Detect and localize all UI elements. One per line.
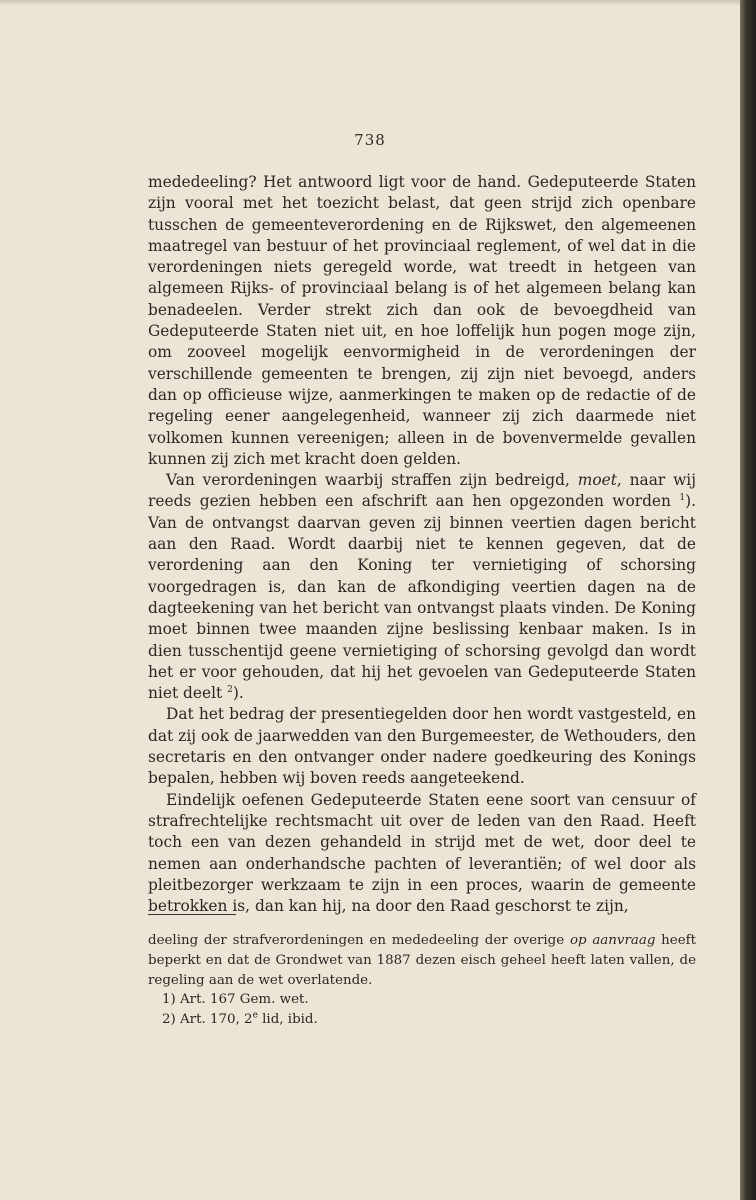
paragraph-2-text: Van verordeningen waarbij straffen zijn bedreigd,: [166, 471, 578, 490]
emphasis-op-aanvraag: op aanvraag: [569, 933, 656, 948]
ordinal-superscript: e: [252, 1010, 258, 1021]
paragraph-2-text: ).: [232, 684, 244, 703]
footnote-2-text: lid, ibid.: [257, 1012, 318, 1028]
paragraph-3: Dat het bedrag der presentiegelden door hen wordt vastgesteld, en dat zij ook de jaarwedden van den Burgemeester, de Wethouders, den secretaris en den ontvanger onder nadere goedkeuring des Konings bepalen, hebben wij boven reeds aangeteekend.: [148, 705, 696, 788]
book-spine-edge: [740, 0, 756, 1200]
footnote-ref-1: 1: [679, 493, 686, 504]
paragraph-1: mededeeling? Het antwoord ligt voor de hand. Gedeputeerde Staten zijn vooral met het toezicht belast, dat geen strijd zich openbare tusschen de gemeenteverordening en de Rijkswet, den algemeenen maatregel van bestuur of het provinciaal reglement, of wel dat in die verordeningen niets geregeld worde, wat treedt in hetgeen van algemeen Rijks- of provinciaal belang is of het algemeen belang kan benadeelen. Verder strekt zich dan ook de bevoegdheid van Gedeputeerde Staten niet uit, en hoe loffelijk hun pogen moge zijn, om zooveel mogelijk eenvormigheid in de verordeningen der verschillende gemeenten te brengen, zij zijn niet bevoegd, anders dan op officieuse wijze, aanmerkingen te maken op de redactie of de regeling eener aangelegenheid, wanneer zij zich daarmede niet volkomen kunnen vereenigen; alleen in de bovenvermelde gevallen kunnen zij zich met kracht doen gelden.: [148, 173, 696, 468]
paragraph-4: Eindelijk oefenen Gedeputeerde Staten eene soort van censuur of strafrechtelijke rechtsmacht uit over de leden van den Raad. Heeft toch een van dezen gehandeld in strijd met de wet, door deel te nemen aan onderhandsche pachten of leverantiën; of wel door als pleitbezorger werkzaam te zijn in een proces, waarin de gemeente betrokken is, dan kan hij, na door den Raad geschorst te zijn,: [148, 790, 696, 916]
footnote-ref-2: 2: [227, 685, 233, 695]
main-text: [148, 172, 696, 917]
emphasis-moet: moet: [577, 471, 617, 490]
footnotes: [148, 931, 696, 1030]
paragraph-2-text: ). Van de ontvangst daarvan geven zij binnen veertien dagen bericht aan den Raad. Wordt daarbij niet te kennen gegeven, dat de verordening aan den Koning ter vernietiging of schorsing voorgedragen is, dan kan de afkondiging veertien dagen na de dagteekening van het bericht van ontvangst plaats vinden. De Koning moet binnen twee maanden zijne beslissing kenbaar maken. Is in dien tusschentijd geene vernietiging of schorsing gevolgd dan wordt het er voor gehouden, dat hij het gevoelen van Gedeputeerde Staten niet deelt: [148, 492, 696, 703]
page-number: 738: [354, 131, 386, 149]
paragraph-2: [148, 470, 696, 704]
footnote-rule: [148, 914, 236, 915]
footnote-2-text: 2) Art. 170, 2: [162, 1012, 253, 1028]
footnote-text: deeling der strafverordeningen en mededeeling der overige: [148, 933, 570, 948]
footnote-2: [148, 1010, 696, 1030]
paragraph-2-text: , naar wij reeds gezien hebben een afschrift aan hen opgezonden worden: [148, 471, 696, 511]
footnote-1: 1) Art. 167 Gem. wet.: [162, 992, 309, 1008]
footnote-text: heeft beperkt en dat de Grondwet van 1887 dezen eisch geheel heeft laten vallen, de regeling aan de wet overlatende.: [148, 933, 696, 988]
footnote-continuation: [148, 931, 696, 990]
